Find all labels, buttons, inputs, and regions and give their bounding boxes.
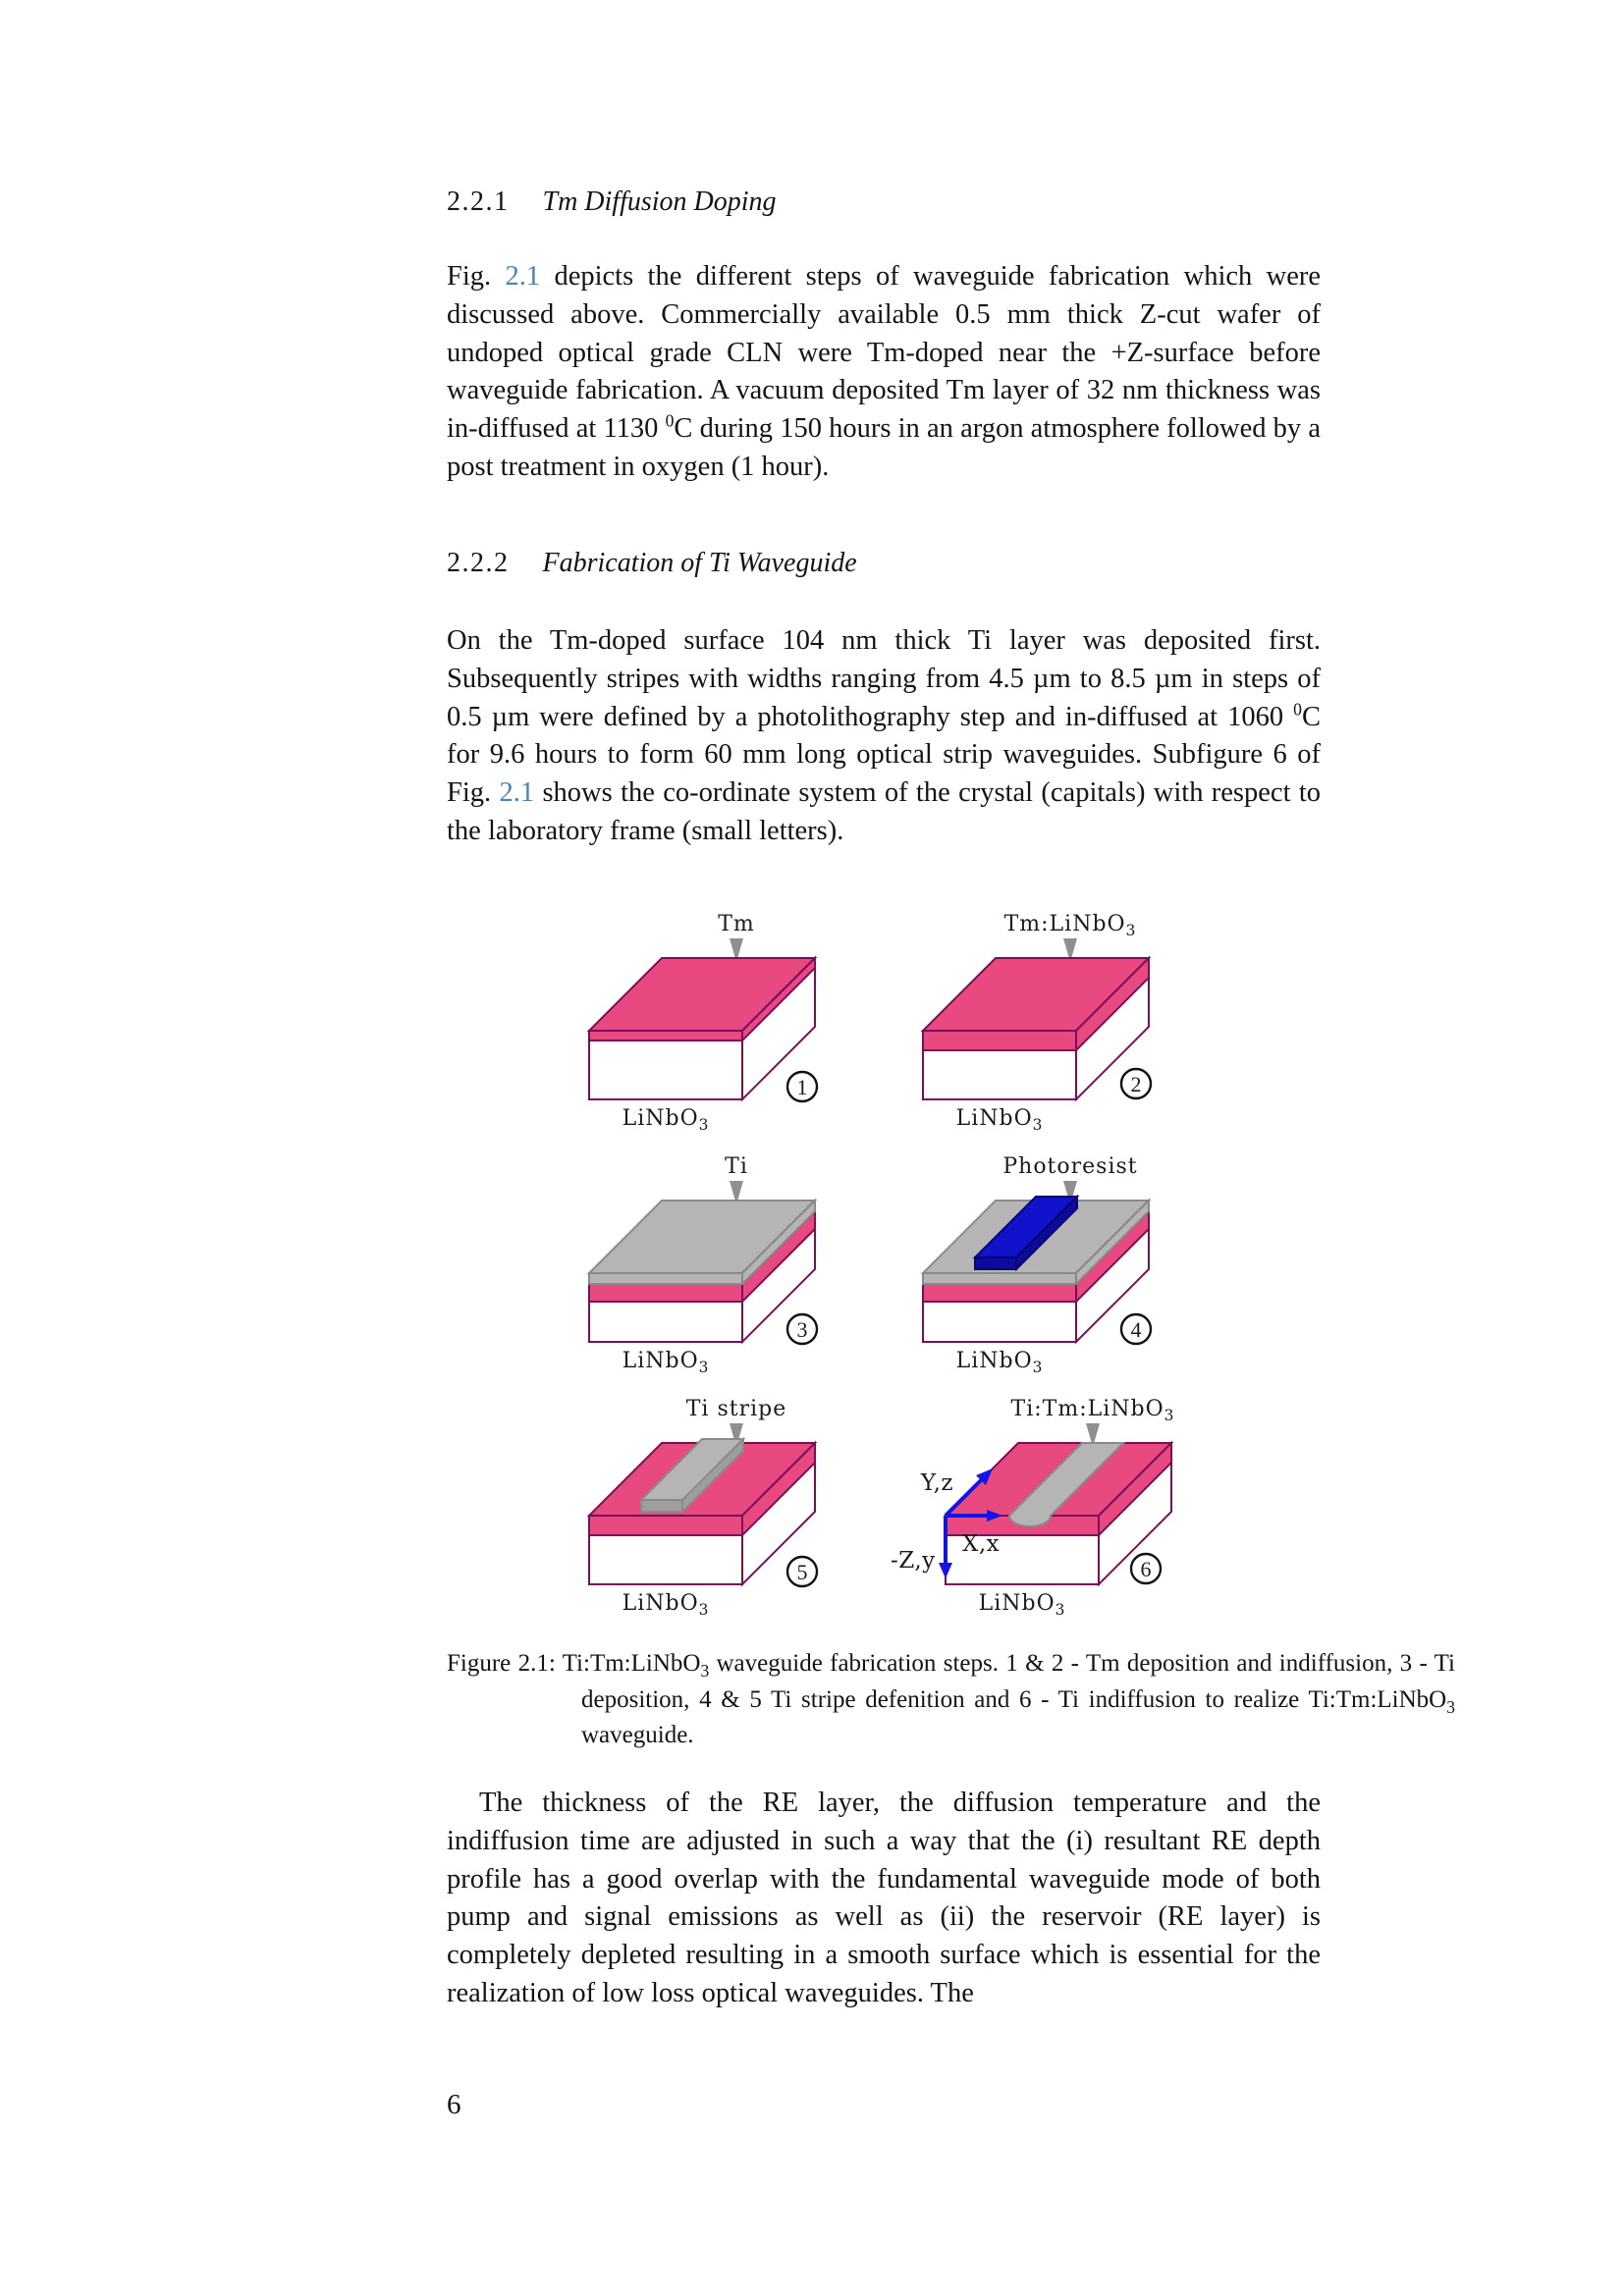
subfig3-bottom-label: LiNbO$_3$ [622, 1349, 710, 1376]
paragraph-tm-diffusion: Fig. 2.1 depicts the different steps of waveguide fabrication which were discussed above. Commercially available 0.5 mm thick Z-cut wafer of undoped optical grade CLN were Tm-doped near the +Z-surface before waveguide fabrication. A vacuum deposited Tm layer of 32 nm thickness was in-diffused at 1130 $^0$C during 150 hours in an argon atmosphere followed by a post treatment in oxygen (1 hour). [447, 261, 1321, 482]
axis-label-Yz: Y,z [920, 1470, 953, 1496]
subfig5-top-label: Ti stripe [685, 1397, 787, 1421]
subfig2-top-label: Tm:LiNbO$_3$ [1003, 912, 1137, 939]
axis-label-Xx: X,x [962, 1531, 1001, 1557]
subfigure-4 [889, 1153, 1222, 1396]
section-heading-2-2-1 [447, 187, 777, 218]
section-number: 2.2.2 [447, 548, 510, 578]
front-band-tm-doped [589, 1516, 742, 1535]
section-title: Tm Diffusion Doping [542, 187, 777, 217]
page-number: 6 [447, 2089, 461, 2120]
paragraph-re-layer: The thickness of the RE layer, the diffusion temperature and the indiffusion time are adjusted in such a way that the (i) resultant RE depth profile has a good overlap with the fundamental waveguide mode of both pump and signal emissions as well as (ii) the reservoir (RE layer) is completely depleted resulting in a smooth surface which is essential for the realization of low loss optical waveguides. The [447, 1788, 1321, 2008]
step-number: 1 [796, 1075, 808, 1099]
subfigure-5 [555, 1396, 889, 1638]
section-number: 2.2.1 [447, 187, 510, 217]
step-number: 3 [796, 1317, 808, 1342]
subfig3-top-label: Ti [725, 1154, 748, 1179]
front-band-tm-doped [923, 1284, 1076, 1302]
front-band-ti-layer [589, 1273, 742, 1284]
step-number: 5 [796, 1560, 808, 1584]
figure-ref-link[interactable]: 2.1 [505, 261, 541, 292]
front-band-tm-doped [923, 1031, 1076, 1050]
step-number: 4 [1130, 1317, 1142, 1342]
step-number: 2 [1130, 1072, 1142, 1096]
subfig6-top-label: Ti:Tm:LiNbO$_3$ [1010, 1397, 1175, 1424]
photoresist-stripe-end [975, 1257, 1016, 1269]
figure-caption: Figure 2.1: Ti:Tm:LiNbO$_3$ waveguide fabrication steps. 1 & 2 - Tm deposition and indiffusion, 3 - Ti deposition, 4 & 5 Ti stripe defenition and 6 - Ti indiffusion to realize Ti:Tm:LiNbO$_3$ waveguide. [447, 1650, 1455, 1748]
subfig4-top-label: Photoresist [1002, 1154, 1138, 1179]
subfig1-top-label: Tm [718, 912, 755, 936]
figure-ref-link[interactable]: 2.1 [499, 777, 535, 809]
subfigure-6 [889, 1396, 1222, 1638]
figure-2-1 [555, 911, 1222, 1638]
subfigure-3 [555, 1153, 889, 1396]
subfig4-bottom-label: LiNbO$_3$ [955, 1349, 1044, 1376]
subfig6-bottom-label: LiNbO$_3$ [978, 1591, 1066, 1619]
axis-label-Zy: -Z,y [891, 1548, 936, 1574]
subfigure-1 [555, 911, 889, 1153]
front-band-tm-layer [589, 1031, 742, 1041]
paragraph-ti-waveguide: On the Tm-doped surface 104 nm thick Ti layer was deposited first. Subsequently stripes with widths ranging from 4.5 µm to 8.5 µm in steps of 0.5 µm were defined by a photolithography step and in-diffused at 1060 $^0$C for 9.6 hours to form 60 mm long optical strip waveguides. Subfigure 6 of Fig. 2.1 shows the co-ordinate system of the crystal (capitals) with respect to the laboratory frame (small letters). [447, 625, 1321, 846]
front-band-ti-layer [923, 1273, 1076, 1284]
subfig2-bottom-label: LiNbO$_3$ [955, 1106, 1044, 1134]
section-title: Fabrication of Ti Waveguide [542, 548, 857, 578]
subfig1-bottom-label: LiNbO$_3$ [622, 1106, 710, 1134]
section-heading-2-2-2 [447, 548, 857, 579]
ti-stripe-end [641, 1500, 682, 1512]
subfig5-bottom-label: LiNbO$_3$ [622, 1591, 710, 1619]
front-band-tm-doped [589, 1284, 742, 1302]
step-number: 6 [1140, 1557, 1152, 1581]
subfigure-2 [889, 911, 1222, 1153]
